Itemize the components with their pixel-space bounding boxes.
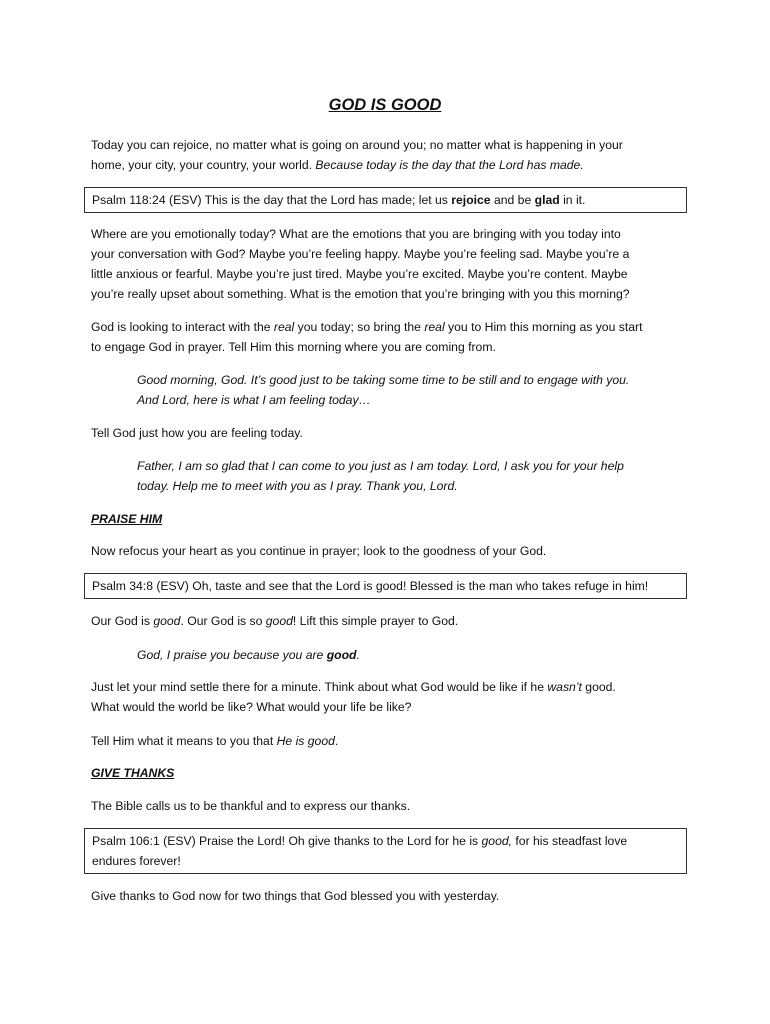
scripture-text-line-1 <box>92 831 627 851</box>
prayer-1-line-2: And Lord, here is what I am feeling today… <box>137 393 371 407</box>
settle-line-1 <box>91 677 616 697</box>
tell-him-italic: He is good <box>276 734 335 748</box>
praise-prayer-line <box>137 645 360 665</box>
scripture-text: Psalm 34:8 (ESV) Oh, taste and see that the Lord is good! Blessed is the man who takes refuge in him! <box>92 579 649 593</box>
scripture-bold-glad: glad <box>534 193 560 207</box>
praise-prayer-bold: good <box>326 648 357 662</box>
settle-part: good. <box>581 680 616 694</box>
tell-god-line: Tell God just how you are feeling today. <box>91 426 303 440</box>
our-god-italic: good <box>153 614 181 628</box>
settle-line-2: What would the world be like? What would your life be like? <box>91 700 412 714</box>
praise-prayer-part: . <box>356 648 360 662</box>
interact-part: you today; so bring the <box>294 320 425 334</box>
intro-text: home, your city, your country, your world. <box>91 158 316 172</box>
emotion-line-4: you’re really upset about something. What is the emotion that you’re bringing with you this morning? <box>91 287 630 301</box>
prayer-1-line-1: Good morning, God. It’s good just to be taking some time to be still and to engage with you. <box>137 373 630 387</box>
praise-prayer-part: God, I praise you because you are <box>137 648 327 662</box>
our-god-part: ! Lift this simple prayer to God. <box>292 614 459 628</box>
scripture-box-psalm-106 <box>84 828 687 874</box>
scripture-text <box>92 190 585 210</box>
intro-line-1: Today you can rejoice, no matter what is going on around you; no matter what is happening in your <box>91 138 623 152</box>
page-title: GOD IS GOOD <box>328 96 442 114</box>
give-thanks-line: Give thanks to God now for two things that God blessed you with yesterday. <box>91 889 500 903</box>
emotion-line-2: your conversation with God? Maybe you’re feeling happy. Maybe you’re feeling sad. Maybe you’re a <box>91 247 630 261</box>
scripture-part: and be <box>490 193 535 207</box>
interact-line-2: to engage God in prayer. Tell Him this morning where you are coming from. <box>91 340 496 354</box>
intro-italic: Because today is the day that the Lord has made. <box>315 158 584 172</box>
our-god-line <box>91 611 458 631</box>
scripture-text-line-2: endures forever! <box>92 854 181 868</box>
prayer-2-line-1: Father, I am so glad that I can come to you just as I am today. Lord, I ask you for your help <box>137 459 624 473</box>
tell-him-part: . <box>334 734 339 748</box>
interact-line-1 <box>91 317 642 337</box>
scripture-part: in it. <box>559 193 586 207</box>
scripture-box-psalm-34 <box>84 573 687 599</box>
scripture-part: Psalm 106:1 (ESV) Praise the Lord! Oh give thanks to the Lord for he is <box>92 834 482 848</box>
our-god-italic: good <box>265 614 293 628</box>
scripture-part: Psalm 118:24 (ESV) This is the day that the Lord has made; let us <box>92 193 452 207</box>
settle-italic: wasn’t <box>547 680 582 694</box>
praise-heading: PRAISE HIM <box>91 512 163 526</box>
emotion-line-3: little anxious or fearful. Maybe you’re just tired. Maybe you’re excited. Maybe you’re content. Maybe <box>91 267 628 281</box>
tell-him-line <box>91 731 338 751</box>
interact-part: you to Him this morning as you start <box>444 320 643 334</box>
emotion-line-1: Where are you emotionally today? What are the emotions that you are bringing with you today into <box>91 227 621 241</box>
interact-italic: real <box>273 320 295 334</box>
interact-italic: real <box>424 320 445 334</box>
tell-him-part: Tell Him what it means to you that <box>91 734 277 748</box>
bible-calls-line: The Bible calls us to be thankful and to express our thanks. <box>91 799 411 813</box>
scripture-part: for his steadfast love <box>512 834 628 848</box>
settle-part: Just let your mind settle there for a minute. Think about what God would be like if he <box>91 680 548 694</box>
refocus-line: Now refocus your heart as you continue in prayer; look to the goodness of your God. <box>91 544 547 558</box>
interact-part: God is looking to interact with the <box>91 320 274 334</box>
scripture-bold-rejoice: rejoice <box>451 193 491 207</box>
thanks-heading: GIVE THANKS <box>91 766 175 780</box>
scripture-italic: good, <box>481 834 513 848</box>
our-god-part: . Our God is so <box>180 614 266 628</box>
scripture-box-psalm-118 <box>84 187 687 213</box>
our-god-part: Our God is <box>91 614 154 628</box>
intro-line-2 <box>91 155 584 175</box>
prayer-2-line-2: today. Help me to meet with you as I pray. Thank you, Lord. <box>137 479 458 493</box>
